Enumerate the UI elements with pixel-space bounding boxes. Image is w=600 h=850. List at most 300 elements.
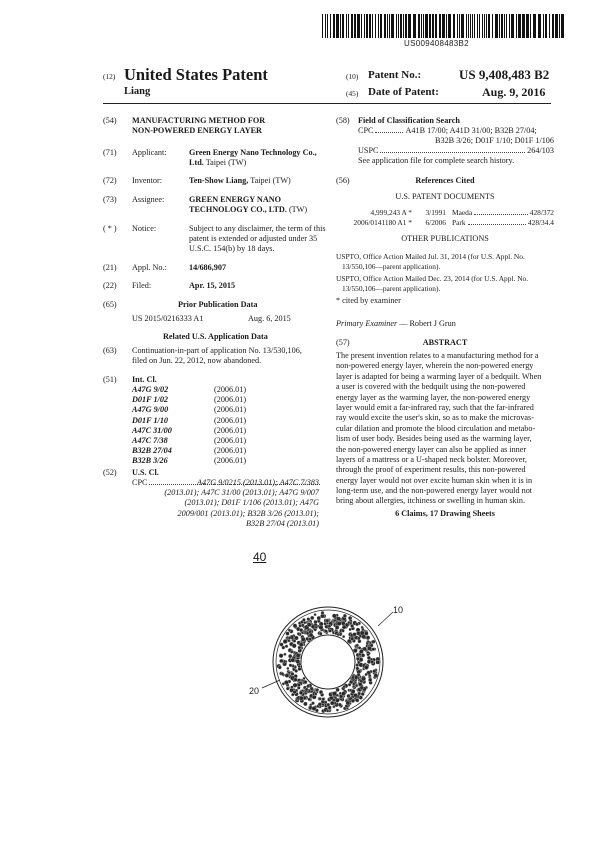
fiber-particle [307, 698, 310, 701]
fiber-particle [326, 710, 329, 713]
barcode-bar [466, 14, 467, 38]
fiber-particle [335, 698, 340, 703]
field-71-code: (71) [103, 148, 117, 157]
fiber-particle [319, 625, 324, 630]
prior-pub-number: US 2015/0216333 A1 [132, 314, 204, 323]
us-cl-heading: U.S. Cl. [132, 468, 159, 477]
barcode-bar [461, 14, 464, 38]
abstract-line: energy layer as the warming layer, the non-powered energy [336, 392, 531, 402]
barcode-bar [361, 14, 362, 38]
abstract-heading: ABSTRACT [422, 338, 468, 347]
barcode-bar [413, 14, 416, 38]
int-cl-row [132, 456, 294, 466]
figure-label-20: 20 [249, 686, 260, 696]
fiber-particle [301, 637, 305, 641]
abstract-line: cular dilation and promote the blood circulation and metabo- [336, 423, 536, 433]
assignee-line1: GREEN ENERGY NANO [189, 195, 282, 204]
primary-examiner [336, 319, 456, 329]
fiber-particle [314, 692, 317, 695]
reference-name: Park [452, 218, 466, 227]
fiber-particle [278, 666, 282, 670]
fiber-particle [341, 629, 344, 632]
us-cl-line: (2013.01); A47C 31/00 (2013.01); A47G 9/007 [164, 488, 319, 498]
fiber-particle [359, 696, 363, 700]
barcode-bar [477, 14, 478, 38]
barcode-bar [375, 14, 376, 38]
int-cl-code: B32B 3/26 [132, 456, 168, 466]
fiber-particle [289, 664, 292, 667]
barcode-bar [561, 14, 564, 38]
barcode-bar [501, 14, 503, 38]
barcode-bar [488, 14, 490, 38]
fiber-particle [293, 639, 296, 642]
barcode-bar [457, 14, 458, 38]
code-45: (45) [346, 89, 359, 98]
fiber-particle [298, 665, 301, 668]
fiber-particle [305, 688, 308, 691]
fiber-particle [303, 702, 307, 706]
barcode-bar [405, 14, 407, 38]
abstract-line: The present invention relates to a manufacturing method for a [336, 351, 539, 360]
fiber-particle [319, 697, 322, 700]
reference-list [336, 208, 554, 228]
fiber-particle [299, 642, 303, 646]
fiber-particle [337, 633, 340, 636]
barcode-bar [439, 14, 441, 38]
inventor-value [189, 176, 291, 186]
fiber-particle [374, 674, 378, 678]
reference-leader [474, 208, 528, 215]
int-cl-heading: Int. Cl. [132, 375, 157, 384]
fiber-particle [304, 680, 308, 684]
fiber-particle [297, 632, 300, 635]
fiber-particle [328, 629, 331, 632]
fiber-particle [365, 673, 368, 676]
us-cl-line: A47G 9/0215 (2013.01); A47C 7/383 [197, 478, 319, 487]
fiber-particle [351, 676, 354, 679]
notice-line1: Subject to any disclaimer, the term of this [189, 224, 326, 233]
fiber-particle [332, 614, 336, 618]
barcode-bar [425, 14, 428, 38]
fiber-particle [353, 648, 358, 653]
fiber-particle [349, 628, 352, 631]
fiber-particle [315, 626, 318, 629]
int-cl-code: A47G 9/02 [132, 385, 169, 394]
field-51-code: (51) [103, 375, 117, 384]
reference-row [336, 208, 554, 218]
int-cl-code: D01F 1/02 [132, 395, 169, 405]
barcode-graphic [322, 14, 564, 38]
fiber-particle [297, 683, 301, 687]
cited-by-examiner: * cited by examiner [336, 296, 401, 305]
int-cl-version: (2006.01) [214, 456, 247, 466]
fiber-particle [367, 656, 371, 660]
barcode-bar [533, 14, 536, 38]
assignee-country: (TW) [286, 205, 308, 214]
field-search-heading: Field of Classification Search [358, 116, 460, 125]
int-cl-list [132, 385, 294, 467]
int-cl-version: (2006.01) [214, 446, 247, 456]
int-cl-code: B32B 27/04 [132, 446, 172, 456]
fiber-particle [353, 693, 357, 697]
fiber-particle [283, 639, 288, 644]
fiber-particle [355, 684, 358, 687]
fiber-particle [366, 642, 369, 645]
barcode-bar [384, 14, 386, 38]
fiber-particle [318, 702, 322, 706]
search-history-note: See application file for complete search history. [358, 156, 515, 165]
barcode-bar [357, 14, 360, 38]
fiber-particle [347, 694, 351, 698]
inner-boundary [301, 635, 355, 689]
other-publication-line2: 13/550,106—parent application). [342, 283, 441, 293]
abstract-line: non-powered energy layer, wherein the non-powered energy [336, 361, 534, 371]
abstract-line: layer would emit a far-infrared ray, such that the far-infrared [336, 402, 534, 412]
primary-examiner-label: Primary Examiner [336, 319, 398, 328]
figure-ref-40: 40 [253, 550, 267, 564]
barcode-bar [369, 14, 371, 38]
reference-number: 4,999,243 A * [370, 208, 412, 217]
int-cl-row [132, 405, 294, 415]
fiber-particle [361, 653, 365, 657]
barcode-bar [432, 14, 434, 38]
barcode-bar [472, 14, 473, 38]
barcode-bar [516, 14, 517, 38]
barcode-bar [495, 14, 498, 38]
header-rule [103, 103, 551, 104]
other-pubs-heading: OTHER PUBLICATIONS [401, 234, 489, 243]
fiber-particle [286, 667, 289, 670]
us-cpc-label: CPC [132, 478, 148, 487]
applicant-ltd: Ltd. [189, 158, 204, 167]
inventor-name: Ten-Show Liang, [189, 176, 249, 185]
field-52-code: (52) [103, 468, 117, 477]
fiber-particle [360, 686, 364, 690]
fiber-particle [359, 649, 363, 653]
fiber-particle [314, 613, 317, 616]
int-cl-row [132, 385, 294, 395]
barcode-bar [545, 14, 547, 38]
other-publication-line1: USPTO, Office Action Mailed Jul. 31, 2014 (for U.S. Appl. No. [336, 252, 525, 261]
fiber-particle [355, 623, 358, 626]
barcode-bar [340, 14, 341, 38]
barcode-bar [538, 14, 541, 38]
fiber-particle [286, 632, 290, 636]
fiber-particle [303, 641, 306, 644]
abstract-line: lism of user body. Besides being used as the warming layer, [336, 434, 532, 444]
barcode-bar [486, 14, 487, 38]
int-cl-version: (2006.01) [214, 425, 247, 435]
fiber-particle [360, 631, 364, 635]
fiber-particle [347, 621, 350, 624]
abstract-line: a user is covered with the bedquilt using the non-powered [336, 382, 526, 392]
fiber-particle [367, 646, 371, 650]
barcode-bar [429, 14, 431, 38]
patent-title-line1: MANUFACTURING METHOD FOR [132, 116, 266, 125]
fiber-particle [288, 629, 291, 632]
int-cl-row [132, 436, 294, 446]
fiber-particle [367, 653, 370, 656]
int-cl-version: (2006.01) [214, 435, 247, 445]
abstract-line: energy layer would not over excite human skin when it is in [336, 475, 533, 485]
prior-pub-heading: Prior Publication Data [178, 300, 258, 309]
cross-section-figure [240, 600, 410, 730]
fiber-particle [284, 680, 289, 685]
barcode-bar [351, 14, 353, 38]
fiber-particle [356, 657, 359, 660]
assignee-label: Assignee: [132, 195, 165, 204]
fiber-particle [361, 677, 366, 682]
field-63-code: (63) [103, 346, 117, 355]
fiber-particle [310, 616, 314, 620]
abstract-line: through the proof of experiment results, this non-powered [336, 465, 526, 475]
fiber-particle [341, 692, 345, 696]
fiber-particle [281, 672, 284, 675]
fiber-particle [325, 619, 329, 623]
appl-no-value: 14/686,907 [189, 263, 227, 272]
fiber-particle [356, 667, 359, 670]
notice-label: Notice: [132, 224, 157, 233]
prior-pub-date: Aug. 6, 2015 [248, 314, 291, 323]
fiber-particle [290, 650, 293, 653]
field-73-code: (73) [103, 195, 117, 204]
int-cl-version: (2006.01) [214, 405, 247, 415]
fiber-particle [346, 701, 350, 705]
barcode-bar [354, 14, 356, 38]
barcode-bar [333, 14, 335, 38]
barcode-bar [526, 14, 529, 38]
fiber-particle [335, 625, 339, 629]
abstract-line: ray would excite the user's skin, so as to make the microvas- [336, 413, 534, 423]
applicant-line2 [189, 158, 246, 168]
applicant-line1: Green Energy Nano Technology Co., [189, 148, 317, 157]
int-cl-version: (2006.01) [214, 395, 247, 405]
fiber-particle [353, 632, 357, 636]
fiber-particle [330, 701, 334, 705]
abstract-line: long-term use, and the non-powered energy layer would not [336, 486, 533, 496]
barcode-bar [322, 14, 323, 38]
document-number: US009408483B2 [404, 39, 469, 48]
barcode-bar [389, 14, 390, 38]
int-cl-row [132, 395, 294, 405]
us-cl-line: (2013.01); D01F 1/106 (2013.01); A47G [184, 498, 319, 508]
barcode-bar [400, 14, 402, 38]
filed-value: Apr. 15, 2015 [189, 281, 236, 290]
fiber-particle [328, 624, 331, 627]
barcode-bar [348, 14, 349, 38]
barcode-bar [421, 14, 422, 38]
fiber-particle [351, 699, 355, 703]
barcode-bar [330, 14, 331, 38]
search-cpc-row [358, 126, 554, 136]
fiber-particle [293, 690, 297, 694]
barcode-bar [506, 14, 507, 38]
field-72-code: (72) [103, 176, 117, 185]
fiber-particle [358, 646, 361, 649]
applicant-label: Applicant: [132, 148, 167, 157]
other-publication-line2: 13/550,106—parent application). [342, 261, 441, 271]
search-cpc-label: CPC [358, 126, 374, 135]
fiber-particle [368, 678, 372, 682]
fiber-particle [291, 672, 295, 676]
reference-name: Maeda [452, 208, 473, 217]
fiber-particle [283, 653, 286, 656]
fiber-particle [285, 645, 288, 648]
date-label: Date of Patent: [368, 86, 439, 98]
barcode [322, 14, 564, 38]
fiber-particle [288, 636, 291, 639]
barcode-bar [549, 14, 550, 38]
fiber-particle [309, 633, 313, 637]
fiber-particle [357, 637, 360, 640]
fiber-particle [317, 616, 321, 620]
patent-no-label: Patent No.: [368, 69, 422, 81]
fiber-particle [333, 619, 336, 622]
fiber-particle [364, 631, 368, 635]
field-58-code: (58) [336, 116, 350, 125]
barcode-bar [543, 14, 544, 38]
int-cl-version: (2006.01) [214, 385, 247, 394]
barcode-bar [499, 14, 500, 38]
barcode-bar [518, 14, 521, 38]
field-56-code: (56) [336, 176, 350, 185]
us-cl-lines [103, 478, 319, 529]
us-patent-docs-heading: U.S. PATENT DOCUMENTS [395, 192, 495, 201]
abstract-line: bring about allergies, itchiness or swelling in human skin. [336, 496, 526, 506]
search-uspc-row [358, 146, 554, 156]
patent-date: Aug. 9, 2016 [482, 85, 546, 99]
barcode-bar [408, 14, 411, 38]
field-54-code: (54) [103, 116, 117, 125]
barcode-bar [492, 14, 493, 38]
field-21-code: (21) [103, 263, 117, 272]
reference-row [336, 218, 554, 228]
us-cl-line: 2009/001 (2013.01); B32B 3/26 (2013.01); [177, 508, 319, 518]
abstract-line: layer is adapted for being a warming layer of a bedquilt. When [336, 371, 542, 381]
barcode-bar [327, 14, 328, 38]
barcode-bar [530, 14, 531, 38]
fiber-particle [288, 654, 292, 658]
fiber-particle [347, 639, 351, 643]
patent-title-line2: NON-POWERED ENERGY LAYER [132, 126, 262, 135]
barcode-bar [446, 14, 447, 38]
fiber-particle [348, 683, 351, 686]
fiber-particle [338, 703, 342, 707]
fiber-particle [370, 660, 373, 663]
notice-code: ( * ) [103, 224, 117, 233]
barcode-bar [484, 14, 485, 38]
fiber-particle [355, 698, 359, 702]
fiber-particle [299, 696, 303, 700]
fiber-particle [299, 624, 302, 627]
barcode-bar [396, 14, 397, 38]
barcode-bar [364, 14, 365, 38]
fiber-particle [302, 618, 305, 621]
fiber-particle [361, 628, 364, 631]
barcode-bar [511, 14, 514, 38]
search-uspc-value: 264/103 [527, 146, 554, 155]
fiber-particle [372, 669, 376, 673]
fiber-particle [332, 691, 337, 696]
fiber-particle [296, 659, 300, 663]
us-cl-line: B32B 27/04 (2013.01) [246, 518, 319, 528]
barcode-bar [380, 14, 382, 38]
figure-label-10: 10 [393, 605, 404, 615]
int-cl-code: A47C 7/38 [132, 435, 168, 445]
barcode-bar [442, 14, 445, 38]
fiber-particle [368, 674, 371, 677]
inventor-label: Inventor: [132, 176, 163, 185]
search-cpc-leader [375, 126, 403, 133]
barcode-bar [418, 14, 420, 38]
abstract-line: layers of a mattress or a U-shaped neck bolster. Moreover, [336, 454, 527, 464]
code-12: (12) [103, 72, 116, 81]
barcode-bar [482, 14, 483, 38]
barcode-bar [552, 14, 554, 38]
fiber-particle [307, 617, 310, 620]
barcode-bar [504, 14, 505, 38]
patent-number: US 9,408,483 B2 [459, 67, 550, 82]
int-cl-row [132, 446, 294, 456]
fiber-particle [315, 688, 318, 691]
int-cl-code: A47C 31/00 [132, 425, 172, 435]
barcode-bar [325, 14, 326, 38]
fiber-particle [293, 624, 297, 628]
barcode-bar [387, 14, 388, 38]
reference-class: 428/372 [529, 208, 554, 217]
barcode-bar [423, 14, 424, 38]
int-cl-row [132, 416, 294, 426]
reference-leader [468, 218, 526, 225]
fiber-particle [286, 687, 289, 690]
fiber-particle [319, 632, 322, 635]
references-heading: References Cited [415, 176, 475, 185]
fiber-particle [307, 623, 311, 627]
abstract-line: the non-powered energy layer can also be applied as inner [336, 444, 527, 454]
fiber-particle [294, 669, 297, 672]
fiber-particle [343, 614, 347, 618]
field-65-code: (65) [103, 300, 117, 309]
fiber-particle [357, 673, 360, 676]
fiber-particle [376, 660, 380, 664]
fiber-particle [279, 654, 283, 658]
barcode-bar [372, 14, 373, 38]
fiber-particle [348, 616, 352, 620]
filed-label: Filed: [132, 281, 152, 290]
barcode-bar [403, 14, 404, 38]
fiber-particle [337, 621, 342, 626]
assignee-line2 [189, 205, 307, 215]
fiber-particle [351, 689, 355, 693]
other-publication [336, 274, 554, 293]
barcode-bar [522, 14, 525, 38]
barcode-bar [468, 14, 469, 38]
fiber-particle [336, 617, 340, 621]
barcode-bar [509, 14, 510, 38]
appl-no-label: Appl. No.: [132, 263, 167, 272]
inventor-location: Taipei (TW) [248, 176, 291, 185]
fiber-particle [321, 611, 324, 614]
fiber-particle [290, 686, 293, 689]
fiber-particle [343, 685, 346, 688]
field-57-code: (57) [336, 338, 350, 347]
fiber-particle [299, 691, 303, 695]
other-pubs-list [336, 252, 554, 296]
barcode-bar [336, 14, 339, 38]
fiber-particle [294, 678, 298, 682]
fiber-particle [357, 692, 360, 695]
barcode-bar [459, 14, 460, 38]
